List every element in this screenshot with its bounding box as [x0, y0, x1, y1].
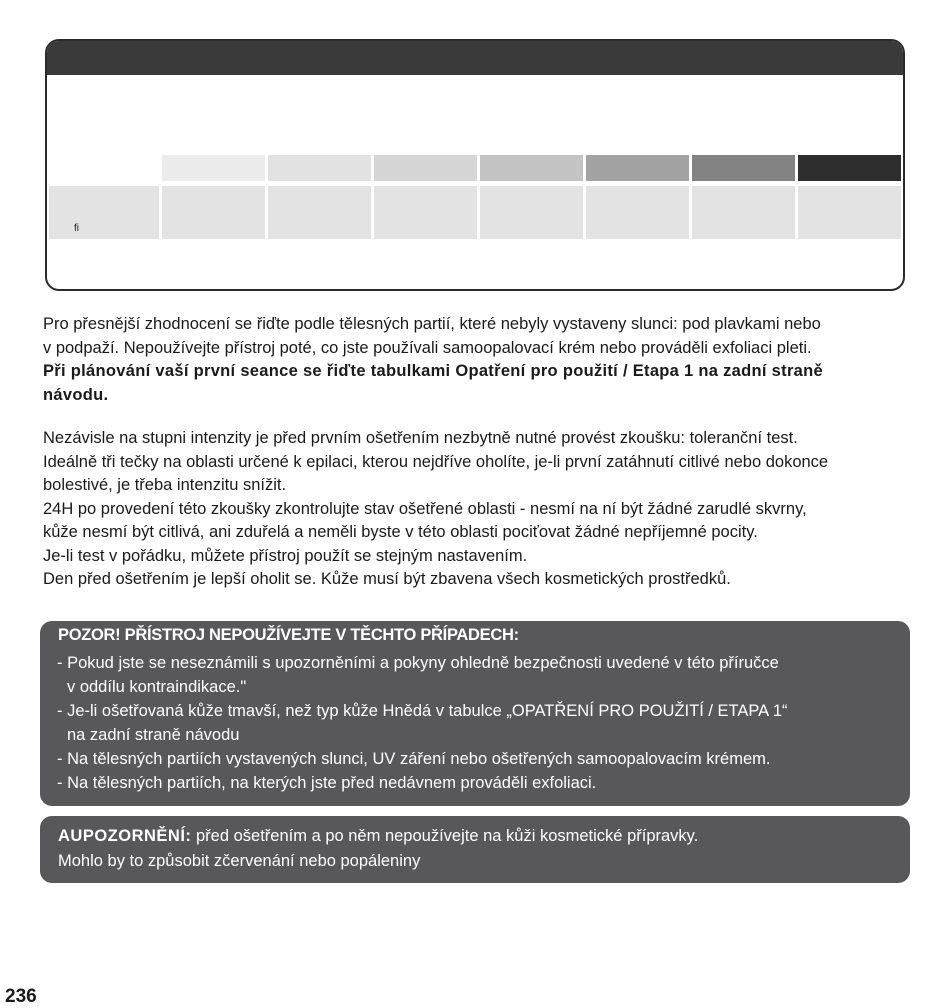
test-line: Den před ošetřením je lepší oholit se. Kůže musí být zbavena všech kosmetických prostředků. — [43, 570, 731, 588]
warning-item-text: - Na tělesných partiích, na kterých jste před nedávnem prováděli exfoliaci. — [57, 774, 597, 792]
table-cell — [374, 186, 477, 239]
skin-tone-swatches — [162, 155, 901, 181]
table-cell — [692, 186, 795, 239]
warning-item — [57, 651, 788, 699]
skin-tone-swatch-4 — [480, 155, 583, 181]
table-header-bar — [47, 41, 903, 75]
warning-item-continuation: na zadní straně návodu — [67, 726, 240, 744]
test-line: Ideálně tři tečky na oblasti určené k epilaci, kterou nejdříve oholíte, je-li první zatáhnutí citlivé nebo dokonce — [43, 452, 829, 471]
warning-item-text: - Na tělesných partiích vystavených slunci, UV záření nebo ošetřených samoopalovacím krémem. — [57, 750, 771, 768]
warning-item-text: - Je-li ošetřovaná kůže tmavší, než typ kůže Hnědá v tabulce „OPATŘENÍ PRO POUŽITÍ / ETAPA 1“ — [57, 702, 788, 720]
test-line: Je-li test v pořádku, můžete přístroj použít se stejným nastavením. — [43, 546, 528, 565]
warning-list — [57, 651, 788, 795]
warning-item — [57, 699, 788, 747]
caution-label: AUPOZORNĚNÍ: — [58, 827, 192, 845]
intro-paragraph — [43, 313, 911, 407]
warning-item-text: - Pokud jste se neseznámili s upozorněními a pokyny ohledně bezpečnosti uvedené v této příručce — [57, 654, 779, 672]
table-cell — [798, 186, 901, 239]
skin-tone-swatch-2 — [268, 155, 371, 181]
skin-type-table — [45, 39, 905, 291]
table-cell — [586, 186, 689, 239]
table-cell — [268, 186, 371, 239]
skin-tone-swatch-7 — [798, 155, 901, 181]
footnote-mark: fi — [74, 223, 79, 234]
caution-note-box — [40, 816, 910, 883]
table-cell — [480, 186, 583, 239]
test-line: 24H po provedení této zkoušky zkontrolujte stav ošetřené oblasti - nesmí na ní být žádné zarudlé skvrny, — [43, 499, 807, 518]
table-cell — [162, 186, 265, 239]
test-line: kůže nesmí být citlivá, ani zduřelá a neměli byste v této oblasti pociťovat žádné nepříjemné pocity. — [43, 523, 758, 541]
caution-line-2: Mohlo by to způsobit zčervenání nebo popáleniny — [58, 852, 421, 870]
test-paragraph — [43, 427, 911, 592]
page-number: 236 — [5, 986, 37, 1007]
intro-line: v podpaží. Nepoužívejte přístroj poté, co jste používali samoopalovací krém nebo prováděli exfoliaci pleti. — [43, 338, 812, 357]
warning-title: POZOR! PŘÍSTROJ NEPOUŽÍVEJTE V TĚCHTO PŘÍPADECH: — [58, 626, 519, 644]
warning-item — [57, 771, 788, 795]
intro-bold-line: Při plánování vaší první seance se řiďte tabulkami Opatření pro použití / Etapa 1 na zadní straně — [43, 362, 824, 380]
row-label-cell — [49, 186, 159, 239]
intro-bold-line: návodu. — [43, 385, 109, 404]
test-line: bolestivé, je třeba intenzitu snížit. — [43, 476, 287, 494]
warning-item — [57, 747, 788, 771]
caution-text: před ošetřením a po něm nepoužívejte na kůži kosmetické přípravky. — [191, 827, 699, 845]
warning-box — [40, 621, 910, 806]
skin-tone-swatch-3 — [374, 155, 477, 181]
intro-line: Pro přesnější zhodnocení se řiďte podle tělesných partií, které nebyly vystaveny slunci: pod plavkami nebo — [43, 315, 821, 333]
test-line: Nezávisle na stupni intenzity je před prvním ošetřením nezbytně nutné provést zkoušku: toleranční test. — [43, 429, 798, 447]
skin-tone-swatch-6 — [692, 155, 795, 181]
skin-tone-swatch-1 — [162, 155, 265, 181]
warning-item-continuation: v oddílu kontraindikace." — [67, 678, 247, 696]
skin-tone-swatch-5 — [586, 155, 689, 181]
skin-table-row — [49, 186, 901, 239]
